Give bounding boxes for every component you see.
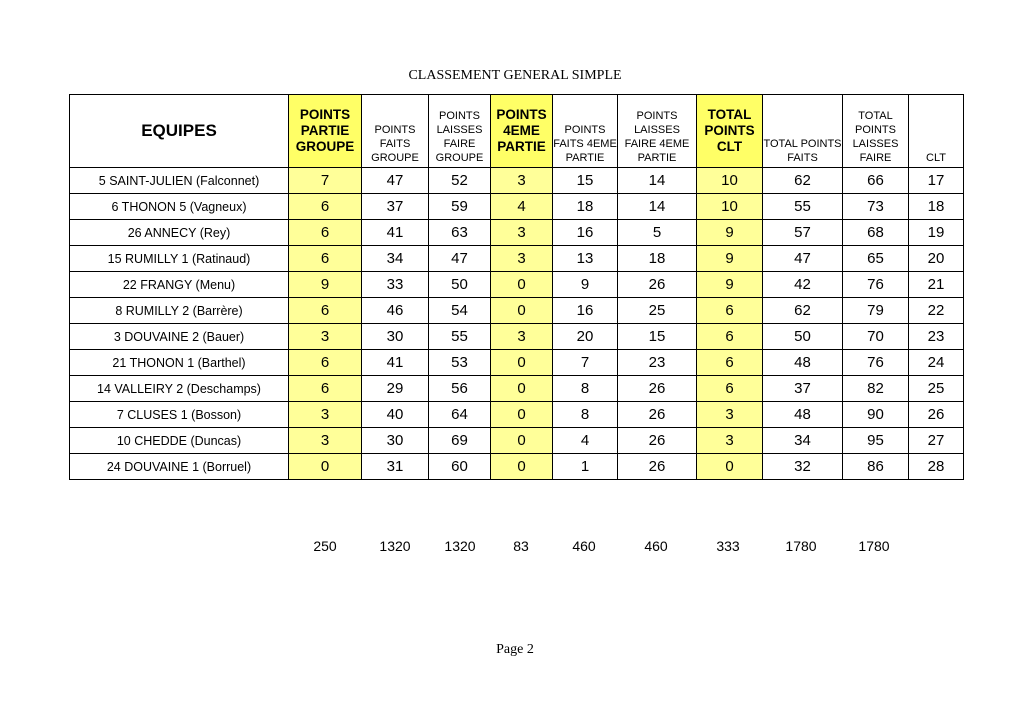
cell-points-faits-groupe: 41 [362,350,429,376]
cell-total-points-clt: 10 [697,194,763,220]
cell-clt: 18 [909,194,964,220]
cell-points-partie-groupe: 6 [289,194,362,220]
cell-points-faits-4eme-partie: 9 [553,272,618,298]
cell-team: 14 VALLEIRY 2 (Deschamps) [70,376,289,402]
header-points-partie-groupe: POINTS PARTIE GROUPE [289,95,362,168]
header-clt: CLT [909,95,964,168]
cell-clt: 17 [909,168,964,194]
cell-team: 21 THONON 1 (Barthel) [70,350,289,376]
cell-points-laisses-faire-groupe: 63 [429,220,491,246]
cell-total-points-laisses-faire: 66 [843,168,909,194]
cell-points-faits-4eme-partie: 13 [553,246,618,272]
cell-points-laisses-faire-groupe: 54 [429,298,491,324]
cell-points-faits-groupe: 30 [362,324,429,350]
cell-team: 5 SAINT-JULIEN (Falconnet) [70,168,289,194]
cell-clt: 28 [909,454,964,480]
cell-clt: 21 [909,272,964,298]
cell-points-faits-groupe: 33 [362,272,429,298]
cell-points-faits-groupe: 30 [362,428,429,454]
cell-team: 15 RUMILLY 1 (Ratinaud) [70,246,289,272]
cell-total-points-clt: 3 [697,428,763,454]
cell-points-laisses-faire-groupe: 50 [429,272,491,298]
cell-team: 7 CLUSES 1 (Bosson) [70,402,289,428]
cell-points-4eme-partie: 3 [491,246,553,272]
cell-clt: 22 [909,298,964,324]
table-row [70,298,964,324]
cell-points-laisses-faire-4eme-partie: 5 [618,220,697,246]
cell-points-laisses-faire-groupe: 69 [429,428,491,454]
cell-team: 6 THONON 5 (Vagneux) [70,194,289,220]
cell-points-faits-groupe: 47 [362,168,429,194]
cell-points-partie-groupe: 6 [289,298,362,324]
header-total-points-clt: TOTAL POINTS CLT [697,95,763,168]
cell-team: 8 RUMILLY 2 (Barrère) [70,298,289,324]
total-points-laisses-faire-4eme-partie: 460 [644,538,668,554]
total-total-points-faits: 1780 [785,538,817,554]
cell-total-points-laisses-faire: 79 [843,298,909,324]
cell-total-points-clt: 6 [697,298,763,324]
cell-total-points-clt: 9 [697,272,763,298]
cell-total-points-clt: 6 [697,376,763,402]
cell-points-4eme-partie: 0 [491,402,553,428]
cell-points-faits-4eme-partie: 4 [553,428,618,454]
cell-points-4eme-partie: 0 [491,454,553,480]
header-equipes: EQUIPES [70,95,289,168]
total-total-points-laisses-faire: 1780 [858,538,890,554]
cell-team: 22 FRANGY (Menu) [70,272,289,298]
cell-points-laisses-faire-groupe: 64 [429,402,491,428]
cell-points-faits-groupe: 34 [362,246,429,272]
header-points-laisses-faire-4eme-partie: POINTS LAISSES FAIRE 4EME PARTIE [618,95,697,168]
cell-points-partie-groupe: 3 [289,402,362,428]
table-row [70,168,964,194]
cell-total-points-laisses-faire: 90 [843,402,909,428]
cell-points-laisses-faire-4eme-partie: 15 [618,324,697,350]
cell-points-faits-groupe: 37 [362,194,429,220]
cell-clt: 24 [909,350,964,376]
cell-points-faits-4eme-partie: 20 [553,324,618,350]
cell-points-faits-4eme-partie: 16 [553,298,618,324]
cell-points-partie-groupe: 6 [289,350,362,376]
cell-total-points-laisses-faire: 65 [843,246,909,272]
cell-total-points-laisses-faire: 73 [843,194,909,220]
cell-points-partie-groupe: 3 [289,428,362,454]
cell-total-points-faits: 48 [763,350,843,376]
cell-total-points-clt: 6 [697,324,763,350]
cell-points-partie-groupe: 7 [289,168,362,194]
cell-points-laisses-faire-4eme-partie: 26 [618,272,697,298]
cell-points-faits-4eme-partie: 15 [553,168,618,194]
cell-points-4eme-partie: 0 [491,350,553,376]
cell-points-faits-4eme-partie: 7 [553,350,618,376]
cell-total-points-clt: 3 [697,402,763,428]
cell-points-faits-4eme-partie: 8 [553,402,618,428]
cell-points-4eme-partie: 3 [491,324,553,350]
cell-total-points-laisses-faire: 86 [843,454,909,480]
total-points-faits-groupe: 1320 [379,538,411,554]
cell-points-faits-groupe: 46 [362,298,429,324]
header-row [70,95,964,168]
cell-points-laisses-faire-groupe: 53 [429,350,491,376]
cell-total-points-clt: 10 [697,168,763,194]
cell-points-laisses-faire-groupe: 56 [429,376,491,402]
header-points-faits-4eme-partie: POINTS FAITS 4EME PARTIE [553,95,618,168]
table-row [70,272,964,298]
cell-total-points-faits: 55 [763,194,843,220]
cell-total-points-laisses-faire: 70 [843,324,909,350]
header-total-points-laisses-faire: TOTAL POINTS LAISSES FAIRE [843,95,909,168]
cell-clt: 23 [909,324,964,350]
cell-clt: 19 [909,220,964,246]
cell-clt: 27 [909,428,964,454]
cell-points-faits-4eme-partie: 8 [553,376,618,402]
cell-clt: 25 [909,376,964,402]
cell-total-points-clt: 9 [697,246,763,272]
header-points-4eme-partie: POINTS 4EME PARTIE [491,95,553,168]
cell-total-points-laisses-faire: 76 [843,272,909,298]
table-row [70,350,964,376]
page-title: CLASSEMENT GENERAL SIMPLE [408,68,622,83]
cell-points-laisses-faire-4eme-partie: 14 [618,168,697,194]
table-row [70,246,964,272]
cell-points-partie-groupe: 0 [289,454,362,480]
cell-team: 10 CHEDDE (Duncas) [70,428,289,454]
table-row [70,220,964,246]
cell-total-points-laisses-faire: 68 [843,220,909,246]
total-points-faits-4eme-partie: 460 [572,538,596,554]
table-row [70,402,964,428]
cell-points-partie-groupe: 6 [289,246,362,272]
ranking-table [69,94,964,480]
cell-total-points-faits: 37 [763,376,843,402]
totals-row [0,538,1030,558]
cell-points-laisses-faire-4eme-partie: 26 [618,402,697,428]
cell-points-4eme-partie: 0 [491,272,553,298]
cell-total-points-laisses-faire: 95 [843,428,909,454]
cell-points-partie-groupe: 3 [289,324,362,350]
total-points-partie-groupe: 250 [313,538,337,554]
cell-team: 24 DOUVAINE 1 (Borruel) [70,454,289,480]
cell-points-faits-4eme-partie: 1 [553,454,618,480]
header-points-laisses-faire-groupe: POINTS LAISSES FAIRE GROUPE [429,95,491,168]
table-row [70,376,964,402]
cell-points-laisses-faire-4eme-partie: 14 [618,194,697,220]
cell-points-faits-groupe: 40 [362,402,429,428]
table-row [70,454,964,480]
cell-points-faits-groupe: 31 [362,454,429,480]
cell-points-faits-4eme-partie: 18 [553,194,618,220]
cell-points-laisses-faire-4eme-partie: 26 [618,428,697,454]
cell-points-partie-groupe: 6 [289,376,362,402]
cell-total-points-faits: 62 [763,168,843,194]
cell-clt: 26 [909,402,964,428]
cell-total-points-faits: 47 [763,246,843,272]
cell-points-laisses-faire-groupe: 47 [429,246,491,272]
header-points-faits-groupe: POINTS FAITS GROUPE [362,95,429,168]
cell-total-points-faits: 48 [763,402,843,428]
cell-points-4eme-partie: 0 [491,298,553,324]
cell-points-laisses-faire-4eme-partie: 18 [618,246,697,272]
cell-points-faits-4eme-partie: 16 [553,220,618,246]
cell-points-laisses-faire-groupe: 55 [429,324,491,350]
cell-points-4eme-partie: 4 [491,194,553,220]
cell-points-laisses-faire-4eme-partie: 25 [618,298,697,324]
cell-points-laisses-faire-groupe: 59 [429,194,491,220]
cell-points-partie-groupe: 9 [289,272,362,298]
cell-total-points-faits: 62 [763,298,843,324]
total-total-points-clt: 333 [716,538,740,554]
cell-team: 3 DOUVAINE 2 (Bauer) [70,324,289,350]
cell-clt: 20 [909,246,964,272]
cell-points-4eme-partie: 0 [491,376,553,402]
total-points-laisses-faire-groupe: 1320 [444,538,476,554]
header-total-points-faits: TOTAL POINTS FAITS [763,95,843,168]
cell-points-4eme-partie: 0 [491,428,553,454]
cell-points-laisses-faire-groupe: 52 [429,168,491,194]
cell-points-partie-groupe: 6 [289,220,362,246]
cell-team: 26 ANNECY (Rey) [70,220,289,246]
cell-points-laisses-faire-4eme-partie: 26 [618,376,697,402]
cell-points-4eme-partie: 3 [491,220,553,246]
cell-total-points-faits: 34 [763,428,843,454]
cell-points-faits-groupe: 29 [362,376,429,402]
cell-total-points-faits: 42 [763,272,843,298]
cell-points-laisses-faire-4eme-partie: 26 [618,454,697,480]
table-body [70,168,964,480]
cell-total-points-clt: 0 [697,454,763,480]
table-row [70,428,964,454]
cell-total-points-clt: 9 [697,220,763,246]
cell-total-points-clt: 6 [697,350,763,376]
page-number: Page 2 [496,642,534,657]
cell-points-4eme-partie: 3 [491,168,553,194]
cell-total-points-faits: 57 [763,220,843,246]
cell-total-points-faits: 50 [763,324,843,350]
cell-points-laisses-faire-4eme-partie: 23 [618,350,697,376]
table-row [70,194,964,220]
cell-points-faits-groupe: 41 [362,220,429,246]
cell-total-points-laisses-faire: 82 [843,376,909,402]
cell-total-points-faits: 32 [763,454,843,480]
cell-points-laisses-faire-groupe: 60 [429,454,491,480]
total-points-4eme-partie: 83 [513,538,529,554]
cell-total-points-laisses-faire: 76 [843,350,909,376]
table-row [70,324,964,350]
